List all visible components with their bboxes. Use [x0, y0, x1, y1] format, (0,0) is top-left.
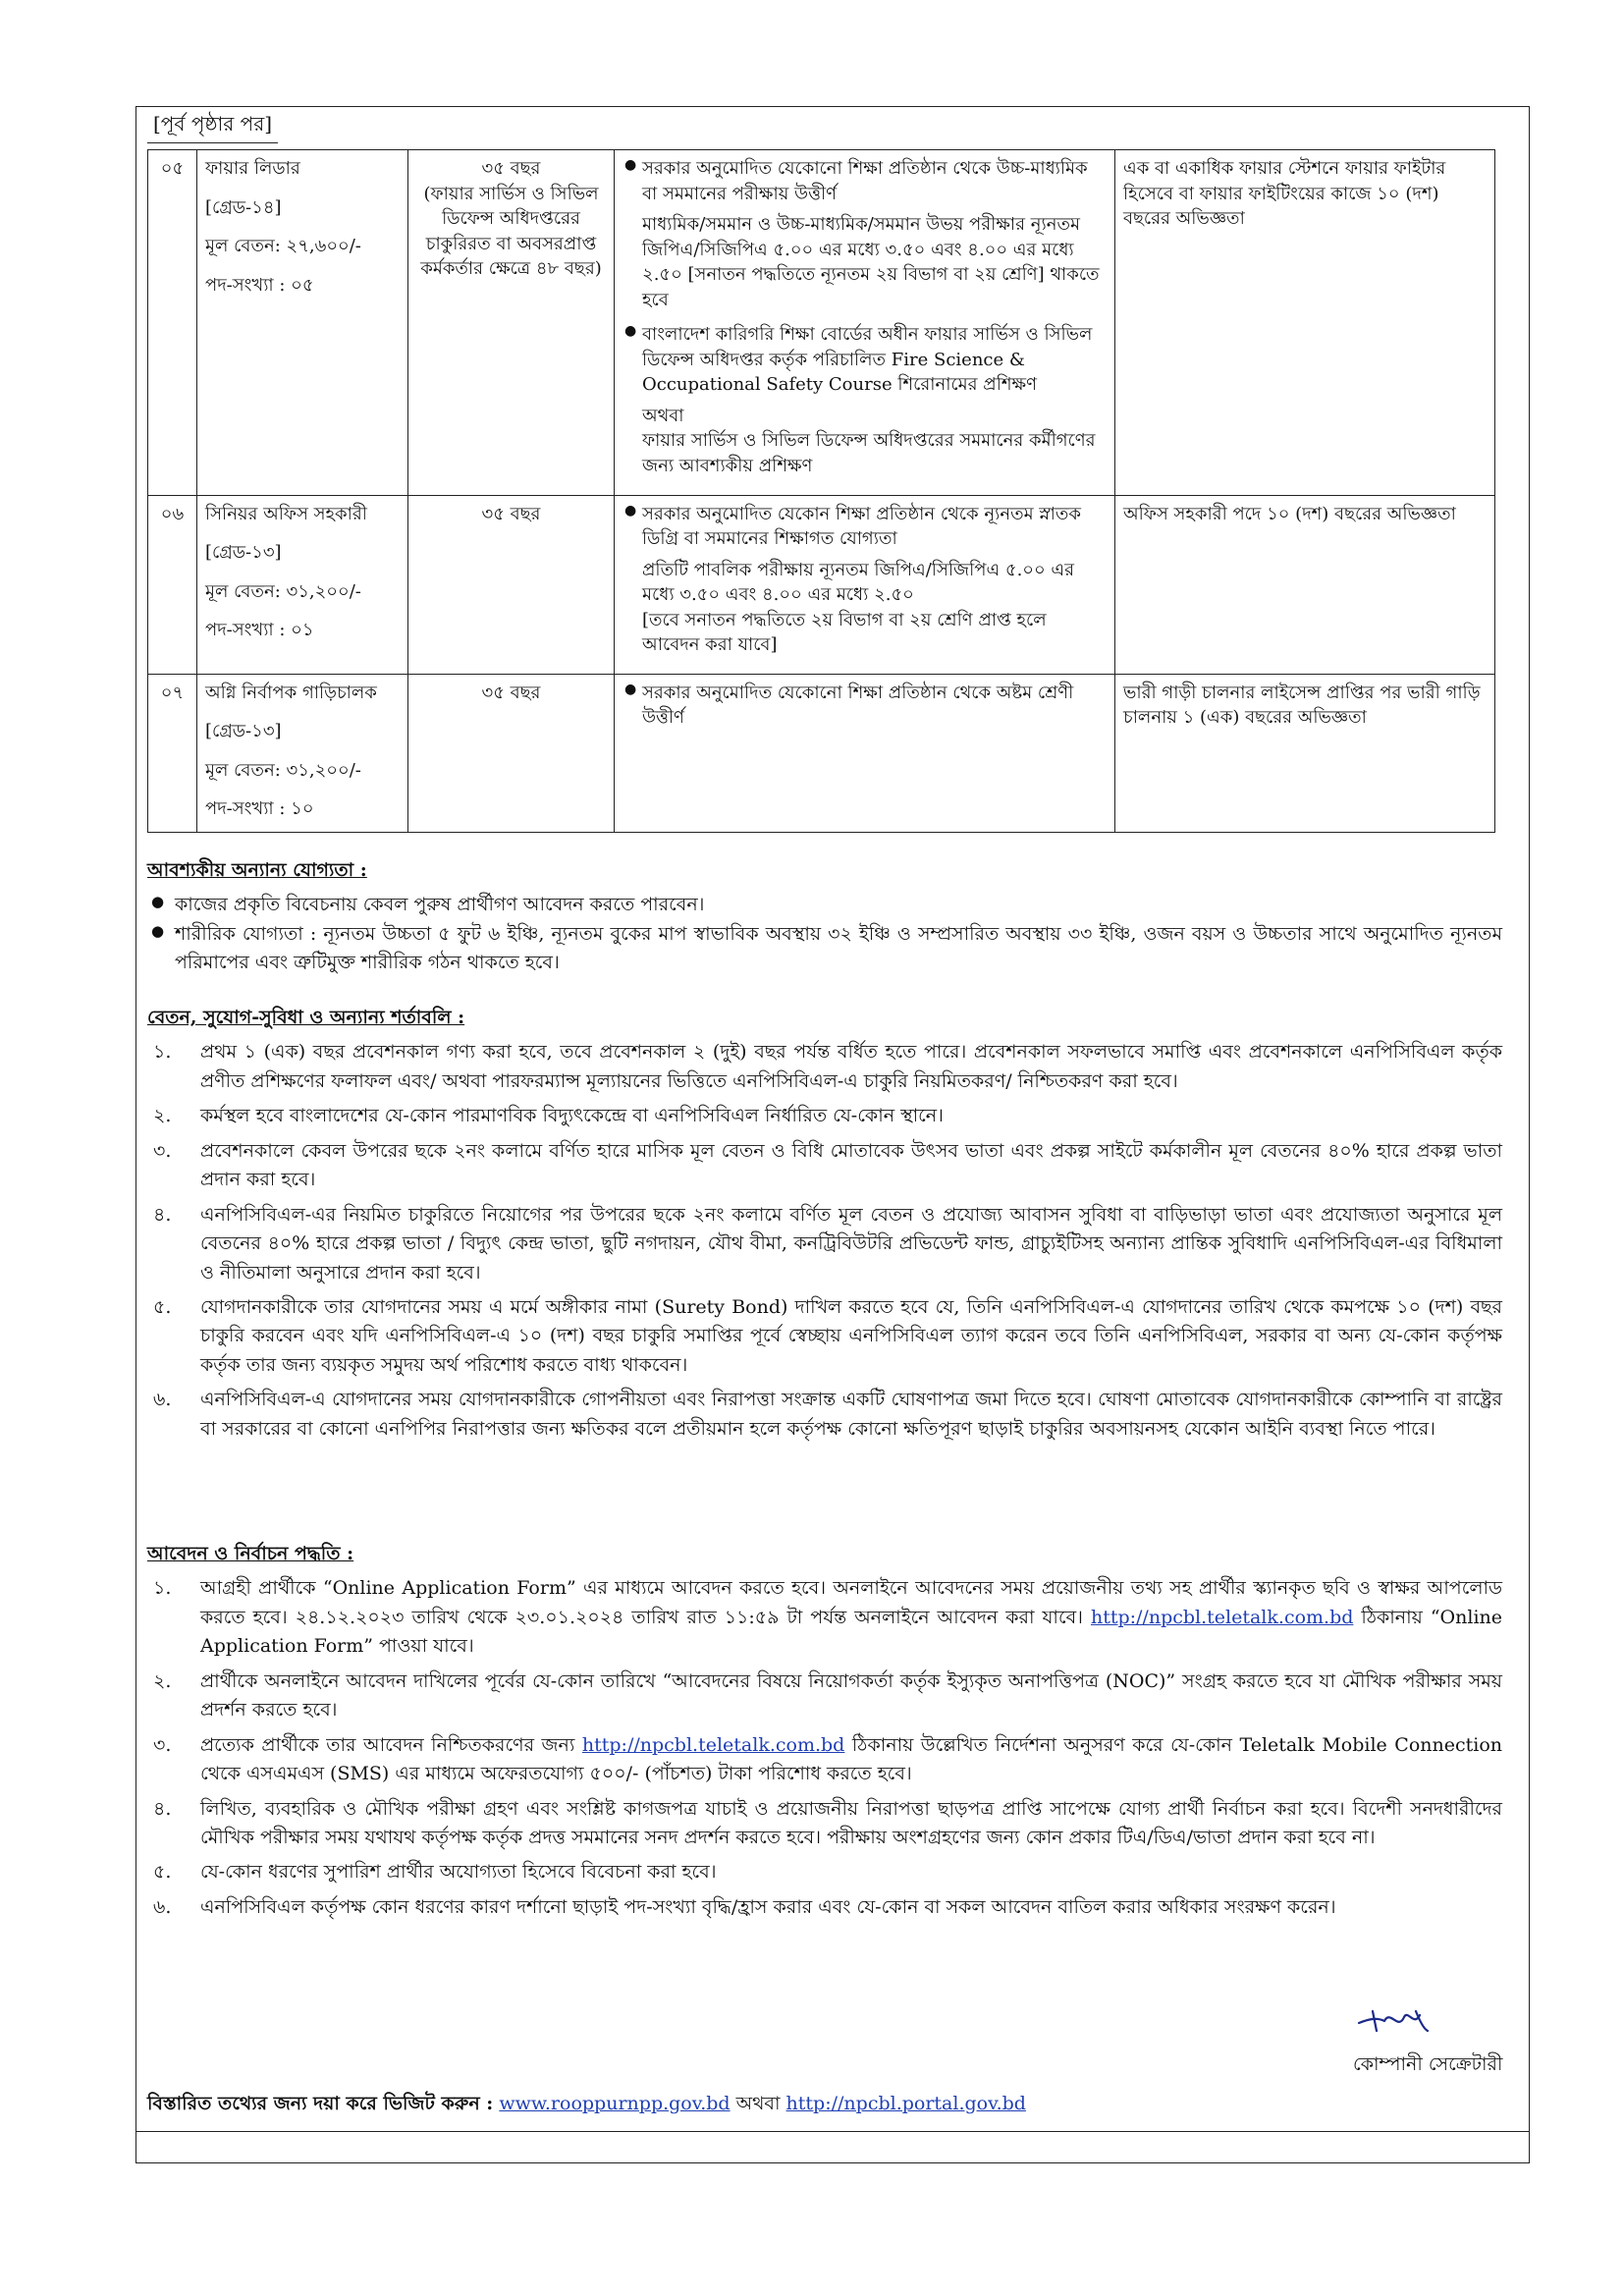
apply-text: এনপিসিবিএল কর্তৃপক্ষ কোন ধরণের কারণ দর্শানো ছাড়াই পদ-সংখ্যা বৃদ্ধি/হ্রাস করার এবং যে-কোন বা সকল আবেদন বাতিল করার অধিকার সংরক্ষণ করেন।	[200, 1895, 1336, 1918]
continuation-label: [পূর্ব পৃষ্ঠার পর]	[147, 110, 278, 143]
post-salary: মূল বেতন: ২৭,৬০০/-	[205, 236, 361, 257]
post-count: পদ-সংখ্যা : ০১	[205, 620, 314, 641]
terms-section	[147, 1004, 1502, 1449]
apply-text: প্রত্যেক প্রার্থীকে তার আবেদন নিশ্চিতকরণের জন্য	[200, 1733, 582, 1756]
apply-item	[147, 1667, 1502, 1725]
post-details	[197, 150, 408, 496]
terms-heading: বেতন, সুযোগ-সুবিধা ও অন্যান্য শর্তাবলি :	[147, 1007, 465, 1028]
footer-label: বিস্তারিত তথ্যের জন্য দয়া করে ভিজিট করুন :	[147, 2093, 494, 2114]
post-title: ফায়ার লিডার	[205, 158, 300, 179]
term-text: এনপিসিবিএল-এর নিয়মিত চাকুরিতে নিয়োগের পর উপরের ছকে ২নং কলামে বর্ণিত মূল বেতন ও প্রযোজ্য আবাসন সুবিধা বা বাড়িভাড়া ভাতা এবং প্রযোজ্যতা অনুসারে মূল বেতনের ৪০% হারে প্রকল্প ভাতা / বিদ্যুৎ কেন্দ্র ভাতা, ছুটি নগদায়ন, যৌথ বীমা, কনট্রিবিউটরি প্রভিডেন্ট ফান্ড, গ্রাচ্যুইটিসহ অন্যান্য প্রান্তিক সুবিধাদি এনপিসিবিএল-এর বিধিমালা ও নীতিমালা অনুসারে প্রদান করা হবে।	[200, 1203, 1502, 1284]
term-item	[147, 1293, 1502, 1380]
term-item	[147, 1386, 1502, 1444]
terms-list	[147, 1038, 1502, 1444]
apply-text: আগ্রহী প্রার্থীকে “Online Application Form” এর মাধ্যমে আবেদন করতে হবে। অনলাইনে আবেদনের সময় প্রয়োজনীয় তথ্য সহ প্রার্থীর স্ক্যানকৃত ছবি ও স্বাক্ষর আপলোড করতে হবে। ২৪.১২.২০২৩ তারিখ থেকে ২৩.০১.২০২৪ তারিখ রাত ১১:৫৯ টা পর্যন্ত অনলাইনে আবেদন করা যাবে।	[200, 1577, 1502, 1628]
qualification-text: ● সরকার অনুমোদিত যেকোনো শিক্ষা প্রতিষ্ঠান থেকে উচ্চ-মাধ্যমিক বা সমমানের পরীক্ষায় উত্তীর্ণ	[642, 158, 1088, 204]
qualifications	[615, 150, 1115, 496]
apply-number: ৩.	[153, 1733, 172, 1756]
signature-image	[1355, 2001, 1434, 2041]
other-qualifications-heading: আবশ্যকীয় অন্যান্য যোগ্যতা :	[147, 859, 367, 881]
apply-text: প্রার্থীকে অনলাইনে আবেদন দাখিলের পূর্বের যে-কোন তারিখে “আবেদনের বিষয়ে নিয়োগকর্তা কর্তৃক ইস্যুকৃত অনাপত্তিপত্র (NOC)” সংগ্রহ করতে হবে যা মৌখিক পরীক্ষার সময় প্রদর্শন করতে হবে।	[200, 1669, 1502, 1722]
apply-item	[147, 1731, 1502, 1789]
qualification-item	[642, 681, 1107, 731]
qualification-list	[623, 681, 1107, 731]
post-salary: মূল বেতন: ৩১,২০০/-	[205, 759, 361, 781]
other-qualification-item: ● কাজের প্রকৃতি বিবেচনায় কেবল পুরুষ প্রার্থীগণ আবেদন করতে পারবেন।	[175, 891, 1502, 919]
term-text: যোগদানকারীকে তার যোগদানের সময় এ মর্মে অঙ্গীকার নামা (Surety Bond) দাখিল করতে হবে যে, তিনি এনপিসিবিএল-এ যোগদানের তারিখ থেকে কমপক্ষে ১০ (দশ) বছর চাকুরি করবেন এবং যদি এনপিসিবিএল-এ ১০ (দশ) বছর চাকুরি সমাপ্তির পূর্বে স্বেচ্ছায় এনপিসিবিএল ত্যাগ করেন তবে তিনি এনপিসিবিএল, সরকার বা অন্য যে-কোন কর্তৃপক্ষ কর্তৃক তার জন্য ব্যয়কৃত সমুদয় অর্থ পরিশোধ করতে বাধ্য থাকবেন।	[200, 1295, 1502, 1376]
post-grade: [গ্রেড-১৩]	[205, 721, 282, 742]
apply-list	[147, 1574, 1502, 1922]
other-qualifications	[147, 856, 1502, 978]
term-number: ৫.	[153, 1295, 172, 1318]
term-item	[147, 1137, 1502, 1195]
term-number: ৪.	[153, 1203, 172, 1226]
post-salary: মূল বেতন: ৩১,২০০/-	[205, 580, 361, 602]
apply-text-after: ঠিকানায় “Online Application Form” পাওয়া যাবে।	[200, 1606, 1502, 1658]
term-number: ১.	[153, 1041, 172, 1064]
qualification-extra: অথবা ফায়ার সার্ভিস ও সিভিল ডিফেন্স অধিদপ্তরের সমমানের কর্মীগণের জন্য আবশ্যকীয় প্রশিক্ষণ	[642, 405, 1096, 477]
age-limit-text: ৩৫ বছর (ফায়ার সার্ভিস ও সিভিল ডিফেন্স অধিদপ্তরের চাকুরিরত বা অবসরপ্রাপ্ত কর্মকর্তার ক্ষেত্রে ৪৮ বছর)	[420, 158, 602, 280]
table-row	[148, 495, 1495, 674]
term-number: ২.	[153, 1105, 172, 1127]
apply-number: ২.	[153, 1669, 172, 1692]
post-details	[197, 674, 408, 832]
age-limit-text: ৩৫ বছর	[481, 503, 541, 524]
term-number: ৩.	[153, 1139, 172, 1162]
apply-item	[147, 1795, 1502, 1853]
apply-text-after: ঠিকানায় উল্লেখিত নির্দেশনা অনুসরণ করে যে-কোন Teletalk Mobile Connection থেকে এসএমএস (SMS) এর মাধ্যমে অফেরতযোগ্য ৫০০/- (পাঁচশত) টাকা পরিশোধ করতে হবে।	[200, 1733, 1503, 1785]
post-number: ০৫	[148, 150, 197, 496]
age-limit	[408, 495, 615, 674]
experience: ভারী গাড়ী চালনার লাইসেন্স প্রাপ্তির পর ভারী গাড়ি চালনায় ১ (এক) বছরের অভিজ্ঞতা	[1115, 674, 1495, 832]
qualification-extra: প্রতিটি পাবলিক পরীক্ষায় ন্যূনতম জিপিএ/সিজিপিএ ৫.০০ এর মধ্যে ৩.৫০ এবং ৪.০০ এর মধ্যে ২.৫০ [তবে সনাতন পদ্ধতিতে ২য় বিভাগ বা ২য় শ্রেণি প্রাপ্ত হলে আবেদন করা যাবে]	[642, 559, 1075, 656]
post-title: সিনিয়র অফিস সহকারী	[205, 503, 367, 524]
age-limit	[408, 674, 615, 832]
apply-text: লিখিত, ব্যবহারিক ও মৌখিক পরীক্ষা গ্রহণ এবং সংশ্লিষ্ট কাগজপত্র যাচাই ও প্রয়োজনীয় নিরাপত্তা ছাড়পত্র প্রাপ্তি সাপেক্ষে যোগ্য প্রার্থী নির্বাচন করা হবে। বিদেশী সনদধারীদের মৌখিক পরীক্ষার সময় যথাযথ কর্তৃপক্ষ কর্তৃক প্রদত্ত সমমানের সনদ প্রদর্শন করতে হবে। পরীক্ষায় অংশগ্রহণের জন্য কোন প্রকার টিএ/ডিএ/ভাতা প্রদান করা হবে না।	[200, 1797, 1502, 1848]
qualification-text: ● বাংলাদেশ কারিগরি শিক্ষা বোর্ডের অধীন ফায়ার সার্ভিস ও সিভিল ডিফেন্স অধিদপ্তর কর্তৃক পরিচালিত Fire Science & Occupational Safety Course শিরোনামের প্রশিক্ষণ	[642, 324, 1093, 396]
footer-or: অথবা	[735, 2093, 781, 2114]
apply-heading: আবেদন ও নির্বাচন পদ্ধতি :	[147, 1543, 354, 1564]
term-item	[147, 1038, 1502, 1096]
qualification-extra: মাধ্যমিক/সমমান ও উচ্চ-মাধ্যমিক/সমমান উভয় পরীক্ষার ন্যূনতম জিপিএ/সিজিপিএ ৫.০০ এর মধ্যে ৩.৫০ এবং ৪.০০ এর মধ্যে ২.৫০ [সনাতন পদ্ধতিতে ন্যূনতম ২য় বিভাগ বা ২য় শ্রেণি] থাকতে হবে	[642, 214, 1100, 310]
experience: অফিস সহকারী পদে ১০ (দশ) বছরের অভিজ্ঞতা	[1115, 495, 1495, 674]
teletalk-link[interactable]: http://npcbl.teletalk.com.bd	[581, 1733, 845, 1756]
footer-rule	[135, 2131, 1530, 2132]
qualifications	[615, 674, 1115, 832]
teletalk-link[interactable]: http://npcbl.teletalk.com.bd	[1090, 1606, 1354, 1628]
qualification-text: ● সরকার অনুমোদিত যেকোন শিক্ষা প্রতিষ্ঠান থেকে ন্যূনতম স্নাতক ডিগ্রি বা সমমানের শিক্ষাগত যোগ্যতা	[642, 503, 1082, 550]
age-limit	[408, 150, 615, 496]
qualification-item	[642, 322, 1107, 478]
footer-visit	[147, 2090, 1026, 2121]
qualification-list	[623, 502, 1107, 658]
posts-table	[147, 149, 1495, 833]
apply-number: ১.	[153, 1577, 172, 1600]
apply-item	[147, 1893, 1502, 1922]
apply-number: ৬.	[153, 1895, 172, 1918]
signatory-title: কোম্পানী সেক্রেটারী	[1353, 2053, 1503, 2075]
table-row	[148, 674, 1495, 832]
term-item	[147, 1102, 1502, 1130]
experience: এক বা একাধিক ফায়ার স্টেশনে ফায়ার ফাইটার হিসেবে বা ফায়ার ফাইটিংয়ের কাজে ১০ (দশ) বছরের অভিজ্ঞতা	[1115, 150, 1495, 496]
post-count: পদ-সংখ্যা : ১০	[205, 798, 314, 820]
footer-link-npcbl[interactable]: http://npcbl.portal.gov.bd	[785, 2093, 1026, 2114]
apply-item	[147, 1574, 1502, 1661]
other-qualifications-list	[147, 891, 1502, 977]
term-item	[147, 1201, 1502, 1287]
term-number: ৬.	[153, 1389, 172, 1411]
age-limit-text: ৩৫ বছর	[481, 682, 541, 703]
qualification-list	[623, 156, 1107, 479]
apply-number: ৫.	[153, 1861, 172, 1884]
post-count: পদ-সংখ্যা : ০৫	[205, 274, 314, 296]
other-qualification-item: ● শারীরিক যোগ্যতা : ন্যূনতম উচ্চতা ৫ ফুট ৬ ইঞ্চি, ন্যূনতম বুকের মাপ স্বাভাবিক অবস্থায় ৩২ ইঞ্চি ও সম্প্রসারিত অবস্থায় ৩৩ ইঞ্চি, ওজন বয়স ও উচ্চতার সাথে অনুমোদিত ন্যূনতম পরিমাপের এবং ত্রুটিমুক্ত শারীরিক গঠন থাকতে হবে।	[175, 920, 1502, 978]
apply-number: ৪.	[153, 1797, 172, 1820]
qualifications	[615, 495, 1115, 674]
term-text: কর্মস্থল হবে বাংলাদেশের যে-কোন পারমাণবিক বিদ্যুৎকেন্দ্রে বা এনপিসিবিএল নির্ধারিত যে-কোন স্থানে।	[200, 1105, 944, 1127]
apply-item	[147, 1858, 1502, 1886]
post-number: ০৭	[148, 674, 197, 832]
post-grade: [গ্রেড-১৩]	[205, 542, 282, 564]
post-details	[197, 495, 408, 674]
term-text: প্রথম ১ (এক) বছর প্রবেশনকাল গণ্য করা হবে, তবে প্রবেশনকাল ২ (দুই) বছর পর্যন্ত বর্ধিত হতে পারে। প্রবেশনকাল সফলভাবে সমাপ্তি এবং প্রবেশনকালে এনপিসিবিএল কর্তৃক প্রণীত প্রশিক্ষণের ফলাফল এবং/ অথবা পারফরম্যান্স মূল্যায়নের ভিত্তিতে এনপিসিবিএল-এ চাকুরি নিয়মিতকরণ/ নিশ্চিতকরণ করা হবে।	[200, 1041, 1502, 1092]
footer-link-rooppur[interactable]: www.rooppurnpp.gov.bd	[499, 2093, 731, 2114]
apply-section	[147, 1540, 1502, 1928]
table-row	[148, 150, 1495, 496]
term-text: প্রবেশনকালে কেবল উপরের ছকে ২নং কলামে বর্ণিত হারে মাসিক মূল বেতন ও বিধি মোতাবেক উৎসব ভাতা এবং প্রকল্প সাইটে কর্মকালীন মূল বেতনের ৪০% হারে প্রকল্প ভাতা প্রদান করা হবে।	[200, 1139, 1502, 1191]
qualification-text: ● সরকার অনুমোদিত যেকোনো শিক্ষা প্রতিষ্ঠান থেকে অষ্টম শ্রেণী উত্তীর্ণ	[642, 682, 1074, 729]
qualification-item	[642, 156, 1107, 312]
post-number: ০৬	[148, 495, 197, 674]
post-grade: [গ্রেড-১৪]	[205, 196, 282, 218]
term-text: এনপিসিবিএল-এ যোগদানের সময় যোগদানকারীকে গোপনীয়তা এবং নিরাপত্তা সংক্রান্ত একটি ঘোষণাপত্র জমা দিতে হবে। ঘোষণা মোতাবেক যোগদানকারীকে কোম্পানি বা রাষ্ট্রের বা সরকারের বা কোনো এনপিপির নিরাপত্তার জন্য ক্ষতিকর বলে প্রতীয়মান হলে কর্তৃপক্ষ কোনো ক্ষতিপূরণ ছাড়াই চাকুরির অবসায়নসহ যেকোন আইনি ব্যবস্থা নিতে পারে।	[200, 1389, 1502, 1440]
apply-text: যে-কোন ধরণের সুপারিশ প্রার্থীর অযোগ্যতা হিসেবে বিবেচনা করা হবে।	[200, 1861, 717, 1884]
post-title: অগ্নি নির্বাপক গাড়িচালক	[205, 682, 377, 703]
qualification-item	[642, 502, 1107, 658]
